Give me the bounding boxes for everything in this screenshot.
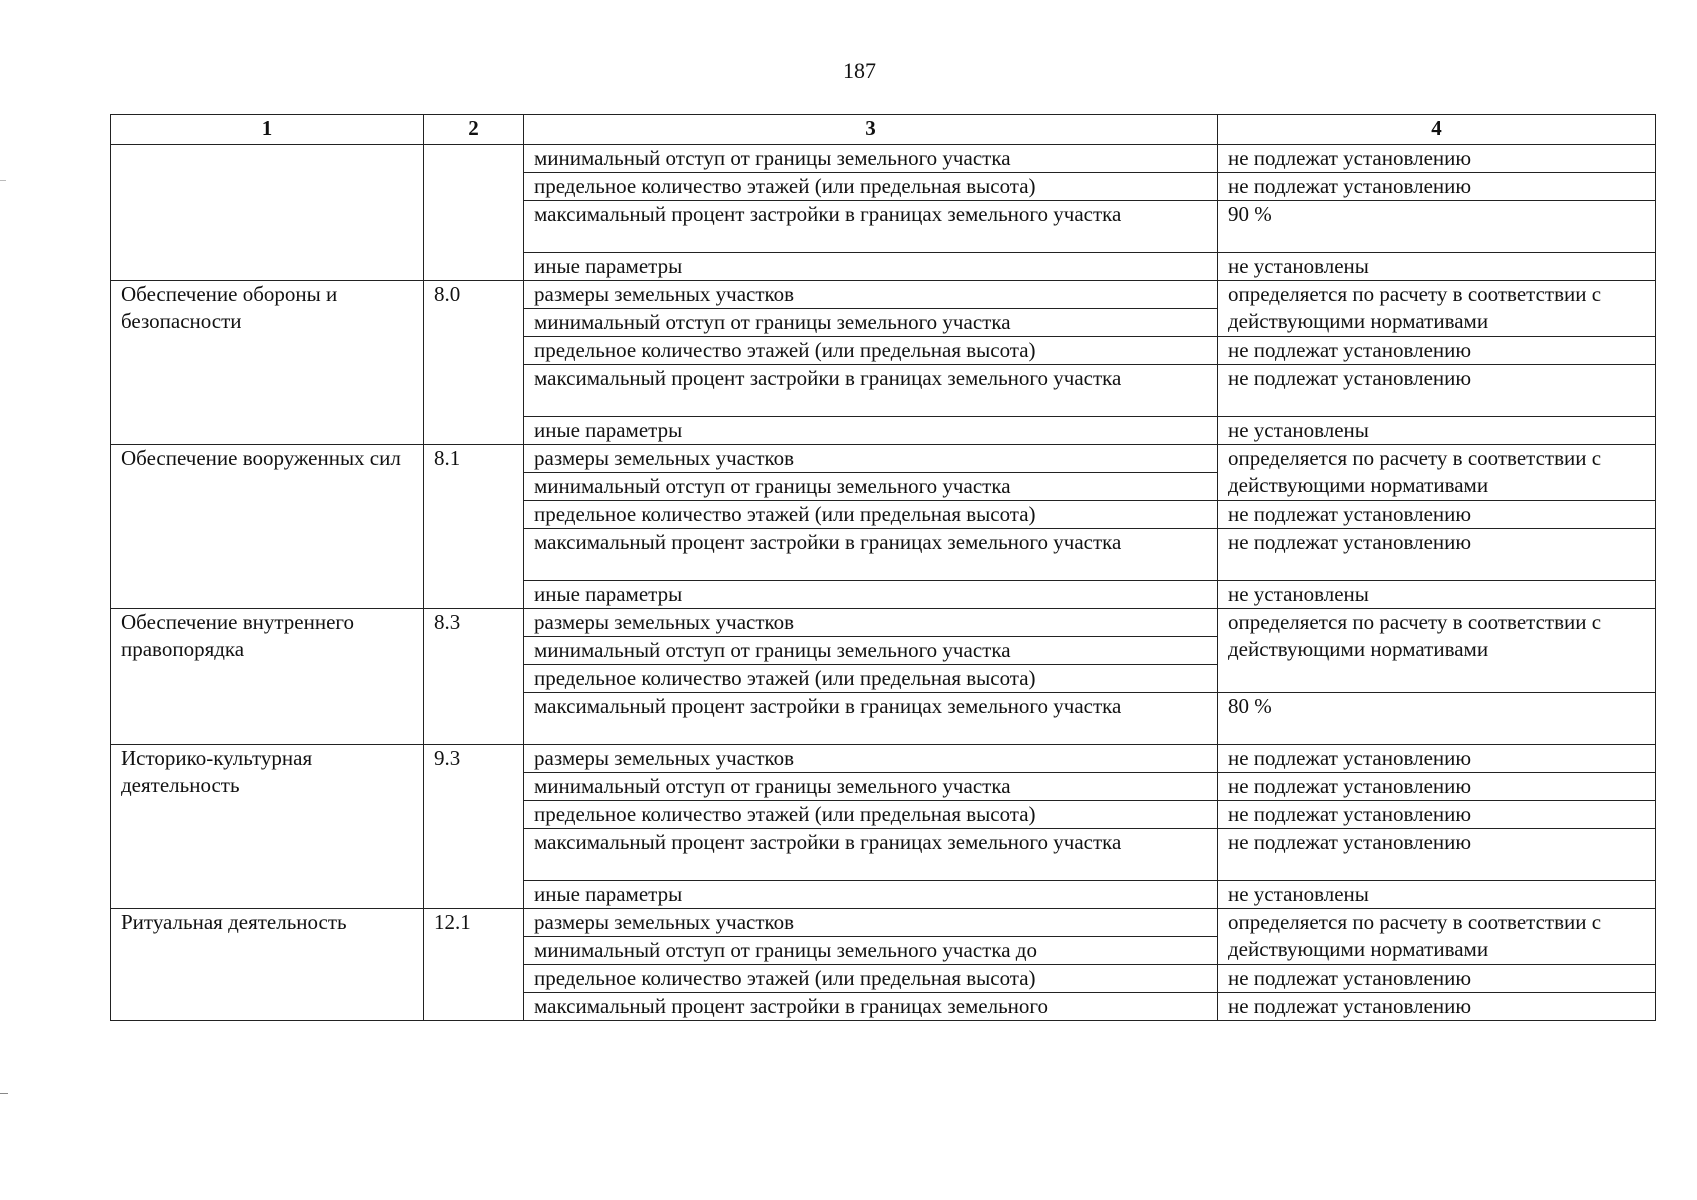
parameter-name: иные параметры	[524, 881, 1218, 909]
parameter-value: не подлежат установлению	[1218, 773, 1656, 801]
land-use-type: Обеспечение обороны и безопасности	[111, 281, 424, 445]
parameter-name: предельное количество этажей (или предельная высота)	[524, 173, 1218, 201]
parameter-name: минимальный отступ от границы земельного участка	[524, 145, 1218, 173]
land-use-code: 12.1	[424, 909, 524, 1021]
land-use-code: 8.1	[424, 445, 524, 609]
scan-edge-mark	[0, 1093, 8, 1094]
parameter-name: минимальный отступ от границы земельного участка	[524, 473, 1218, 501]
parameter-value: 90 %	[1218, 201, 1656, 253]
parameter-name: размеры земельных участков	[524, 445, 1218, 473]
parameter-name: максимальный процент застройки в границах земельного	[524, 993, 1218, 1021]
scan-edge-mark	[0, 180, 6, 181]
table-row	[111, 145, 1656, 173]
land-use-type	[111, 145, 424, 281]
parameter-name: предельное количество этажей (или предельная высота)	[524, 801, 1218, 829]
parameter-value: не подлежат установлению	[1218, 801, 1656, 829]
parameter-name: предельное количество этажей (или предельная высота)	[524, 501, 1218, 529]
column-header: 4	[1218, 115, 1656, 145]
parameter-value: не подлежат установлению	[1218, 993, 1656, 1021]
table-row	[111, 609, 1656, 637]
parameter-value: не подлежат установлению	[1218, 965, 1656, 993]
land-use-code: 9.3	[424, 745, 524, 909]
parameter-name: размеры земельных участков	[524, 745, 1218, 773]
parameter-value: не подлежат установлению	[1218, 365, 1656, 417]
land-use-type: Обеспечение вооруженных сил	[111, 445, 424, 609]
parameter-value: не установлены	[1218, 881, 1656, 909]
parameter-name: размеры земельных участков	[524, 281, 1218, 309]
parameter-name: размеры земельных участков	[524, 909, 1218, 937]
page-number: 187	[843, 58, 876, 83]
table-row	[111, 745, 1656, 773]
land-use-parameters-table	[110, 114, 1656, 1021]
parameter-name: иные параметры	[524, 253, 1218, 281]
parameter-name: минимальный отступ от границы земельного участка	[524, 637, 1218, 665]
parameter-value: не подлежат установлению	[1218, 501, 1656, 529]
land-use-code	[424, 145, 524, 281]
parameter-name: максимальный процент застройки в границах земельного участка	[524, 201, 1218, 253]
land-use-code: 8.3	[424, 609, 524, 745]
parameter-value: не подлежат установлению	[1218, 745, 1656, 773]
land-use-type: Историко-культурная деятельность	[111, 745, 424, 909]
land-use-type: Ритуальная деятельность	[111, 909, 424, 1021]
parameter-value: не установлены	[1218, 253, 1656, 281]
parameter-name: максимальный процент застройки в границах земельного участка	[524, 829, 1218, 881]
column-header: 2	[424, 115, 524, 145]
table-row	[111, 909, 1656, 937]
table-body	[111, 145, 1656, 1021]
parameter-name: минимальный отступ от границы земельного участка до	[524, 937, 1218, 965]
parameter-name: максимальный процент застройки в границах земельного участка	[524, 529, 1218, 581]
parameter-value: не подлежат установлению	[1218, 529, 1656, 581]
parameter-name: минимальный отступ от границы земельного участка	[524, 773, 1218, 801]
parameter-name: предельное количество этажей (или предельная высота)	[524, 337, 1218, 365]
parameter-value: не подлежат установлению	[1218, 829, 1656, 881]
parameter-value: не установлены	[1218, 417, 1656, 445]
parameter-value: определяется по расчету в соответствии с действующими нормативами	[1218, 909, 1656, 965]
parameter-value: не подлежат установлению	[1218, 337, 1656, 365]
parameter-value: 80 %	[1218, 693, 1656, 745]
parameter-name: максимальный процент застройки в границах земельного участка	[524, 693, 1218, 745]
land-use-type: Обеспечение внутреннего правопорядка	[111, 609, 424, 745]
parameter-name: иные параметры	[524, 417, 1218, 445]
parameter-name: предельное количество этажей (или предельная высота)	[524, 665, 1218, 693]
land-use-code: 8.0	[424, 281, 524, 445]
parameter-value: не установлены	[1218, 581, 1656, 609]
parameter-name: размеры земельных участков	[524, 609, 1218, 637]
parameter-value: не подлежат установлению	[1218, 173, 1656, 201]
parameter-value: определяется по расчету в соответствии с действующими нормативами	[1218, 281, 1656, 337]
table-row	[111, 445, 1656, 473]
table-row	[111, 281, 1656, 309]
parameter-name: предельное количество этажей (или предельная высота)	[524, 965, 1218, 993]
column-header: 1	[111, 115, 424, 145]
document-sheet	[110, 114, 1655, 1021]
table-header-row	[111, 115, 1656, 145]
column-header: 3	[524, 115, 1218, 145]
parameter-value: определяется по расчету в соответствии с действующими нормативами	[1218, 609, 1656, 693]
parameter-name: минимальный отступ от границы земельного участка	[524, 309, 1218, 337]
parameter-value: не подлежат установлению	[1218, 145, 1656, 173]
parameter-name: иные параметры	[524, 581, 1218, 609]
parameter-value: определяется по расчету в соответствии с действующими нормативами	[1218, 445, 1656, 501]
parameter-name: максимальный процент застройки в границах земельного участка	[524, 365, 1218, 417]
